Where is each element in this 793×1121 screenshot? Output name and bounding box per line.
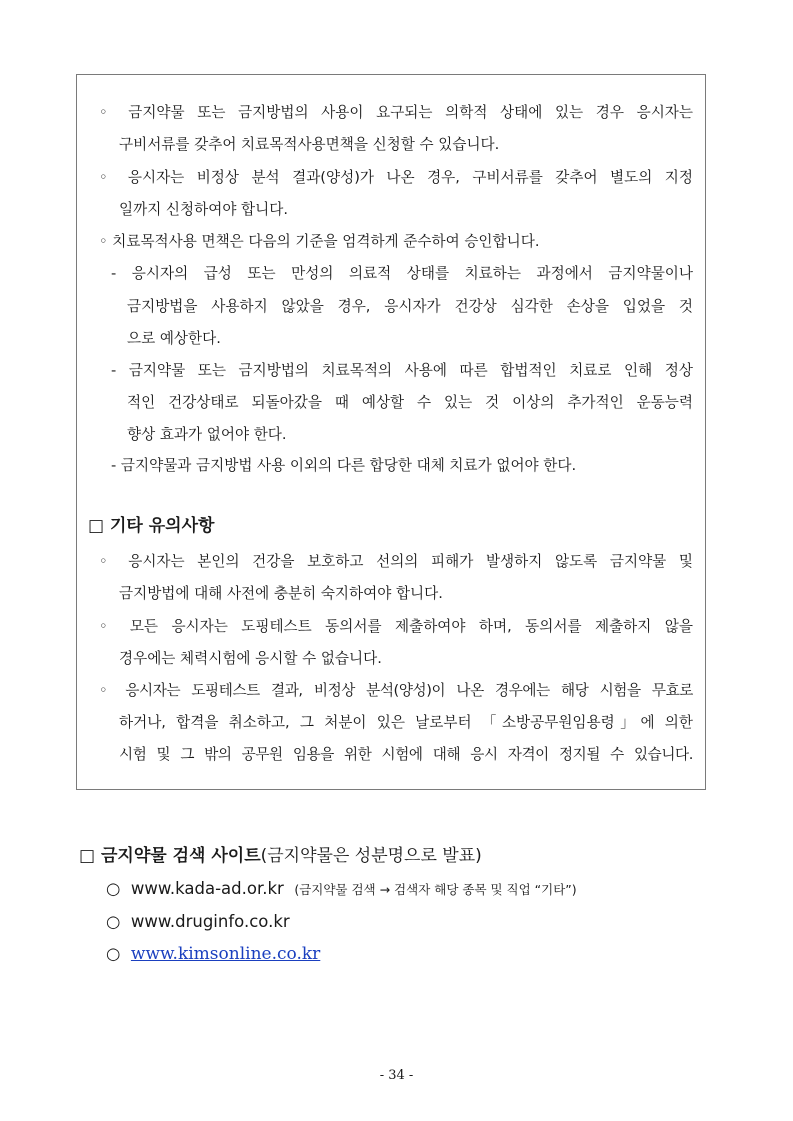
box-line-1: ◦ 금지약물 또는 금지방법의 사용이 요구되는 의학적 상태에 있는 경우 응시자는 xyxy=(99,104,693,121)
box-line-12: - 금지약물과 금지방법 사용 이외의 다른 합당한 대체 치료가 없어야 한다. xyxy=(111,457,577,474)
note-line-1: ◦ 응시자는 본인의 건강을 보호하고 선의의 피해가 발생하지 않도록 금지약물 및 xyxy=(99,553,693,570)
note-line-3: ◦ 모든 응시자는 도핑테스트 동의서를 제출하여야 하며, 동의서를 제출하지 않을 xyxy=(99,618,693,635)
site-url-druginfo: www.druginfo.co.kr xyxy=(130,912,290,931)
site-item-druginfo xyxy=(106,911,290,933)
bullet-circle: ○ xyxy=(106,944,121,963)
section-title-notes: □ 기타 유의사항 xyxy=(88,516,215,536)
note-line-5: ◦ 응시자는 도핑테스트 결과, 비정상 분석(양성)이 나온 경우에는 해당 시험을 무효로 xyxy=(99,682,693,699)
site-url-kada: www.kada-ad.or.kr xyxy=(130,879,284,898)
search-section-title xyxy=(79,845,482,867)
box-line-4: 일까지 신청하여야 합니다. xyxy=(119,201,288,218)
note-line-7: 시험 및 그 밖의 공무원 임용을 위한 시험에 대해 응시 자격이 정지될 수 있습니다. xyxy=(119,746,693,763)
box-line-5: ◦ 치료목적사용 면책은 다음의 기준을 엄격하게 준수하여 승인합니다. xyxy=(99,233,540,250)
page-number: - 34 - xyxy=(379,1068,414,1083)
box-line-10: 적인 건강상태로 되돌아갔을 때 예상할 수 있는 것 이상의 추가적인 운동능력 xyxy=(127,394,693,411)
bullet-circle: ○ xyxy=(106,912,121,931)
site-item-kada xyxy=(106,878,577,901)
box-line-7: 금지방법을 사용하지 않았을 경우, 응시자가 건강상 심각한 손상을 입었을 것 xyxy=(127,298,693,315)
note-line-6: 하거나, 합격을 취소하고, 그 처분이 있은 날로부터 「소방공무원임용령」에 의한 xyxy=(119,714,693,731)
search-title-note: (금지약물은 성분명으로 발표) xyxy=(260,846,482,866)
site-link-kimsonline[interactable]: www.kimsonline.co.kr xyxy=(130,944,321,964)
note-line-2: 금지방법에 대해 사전에 충분히 숙지하여야 합니다. xyxy=(119,585,443,602)
box-line-8: 으로 예상한다. xyxy=(127,330,221,347)
box-line-11: 향상 효과가 없어야 한다. xyxy=(127,426,287,443)
box-line-6: - 응시자의 급성 또는 만성의 의료적 상태를 치료하는 과정에서 금지약물이나 xyxy=(111,265,693,282)
note-line-4: 경우에는 체력시험에 응시할 수 없습니다. xyxy=(119,650,382,667)
bullet-circle: ○ xyxy=(106,879,121,898)
box-line-2: 구비서류를 갖추어 치료목적사용면책을 신청할 수 있습니다. xyxy=(119,136,500,153)
box-line-9: - 금지약물 또는 금지방법의 치료목적의 사용에 따른 합법적인 치료로 인해 정상 xyxy=(111,362,693,379)
box-line-3: ◦ 응시자는 비정상 분석 결과(양성)가 나온 경우, 구비서류를 갖추어 별도의 지정 xyxy=(99,169,693,186)
site-item-kimsonline xyxy=(106,943,320,965)
site-note-kada: (금지약물 검색 → 검색자 해당 종목 및 직업 “기타”) xyxy=(294,882,577,897)
search-title-bold: □ 금지약물 검색 사이트 xyxy=(79,846,261,866)
